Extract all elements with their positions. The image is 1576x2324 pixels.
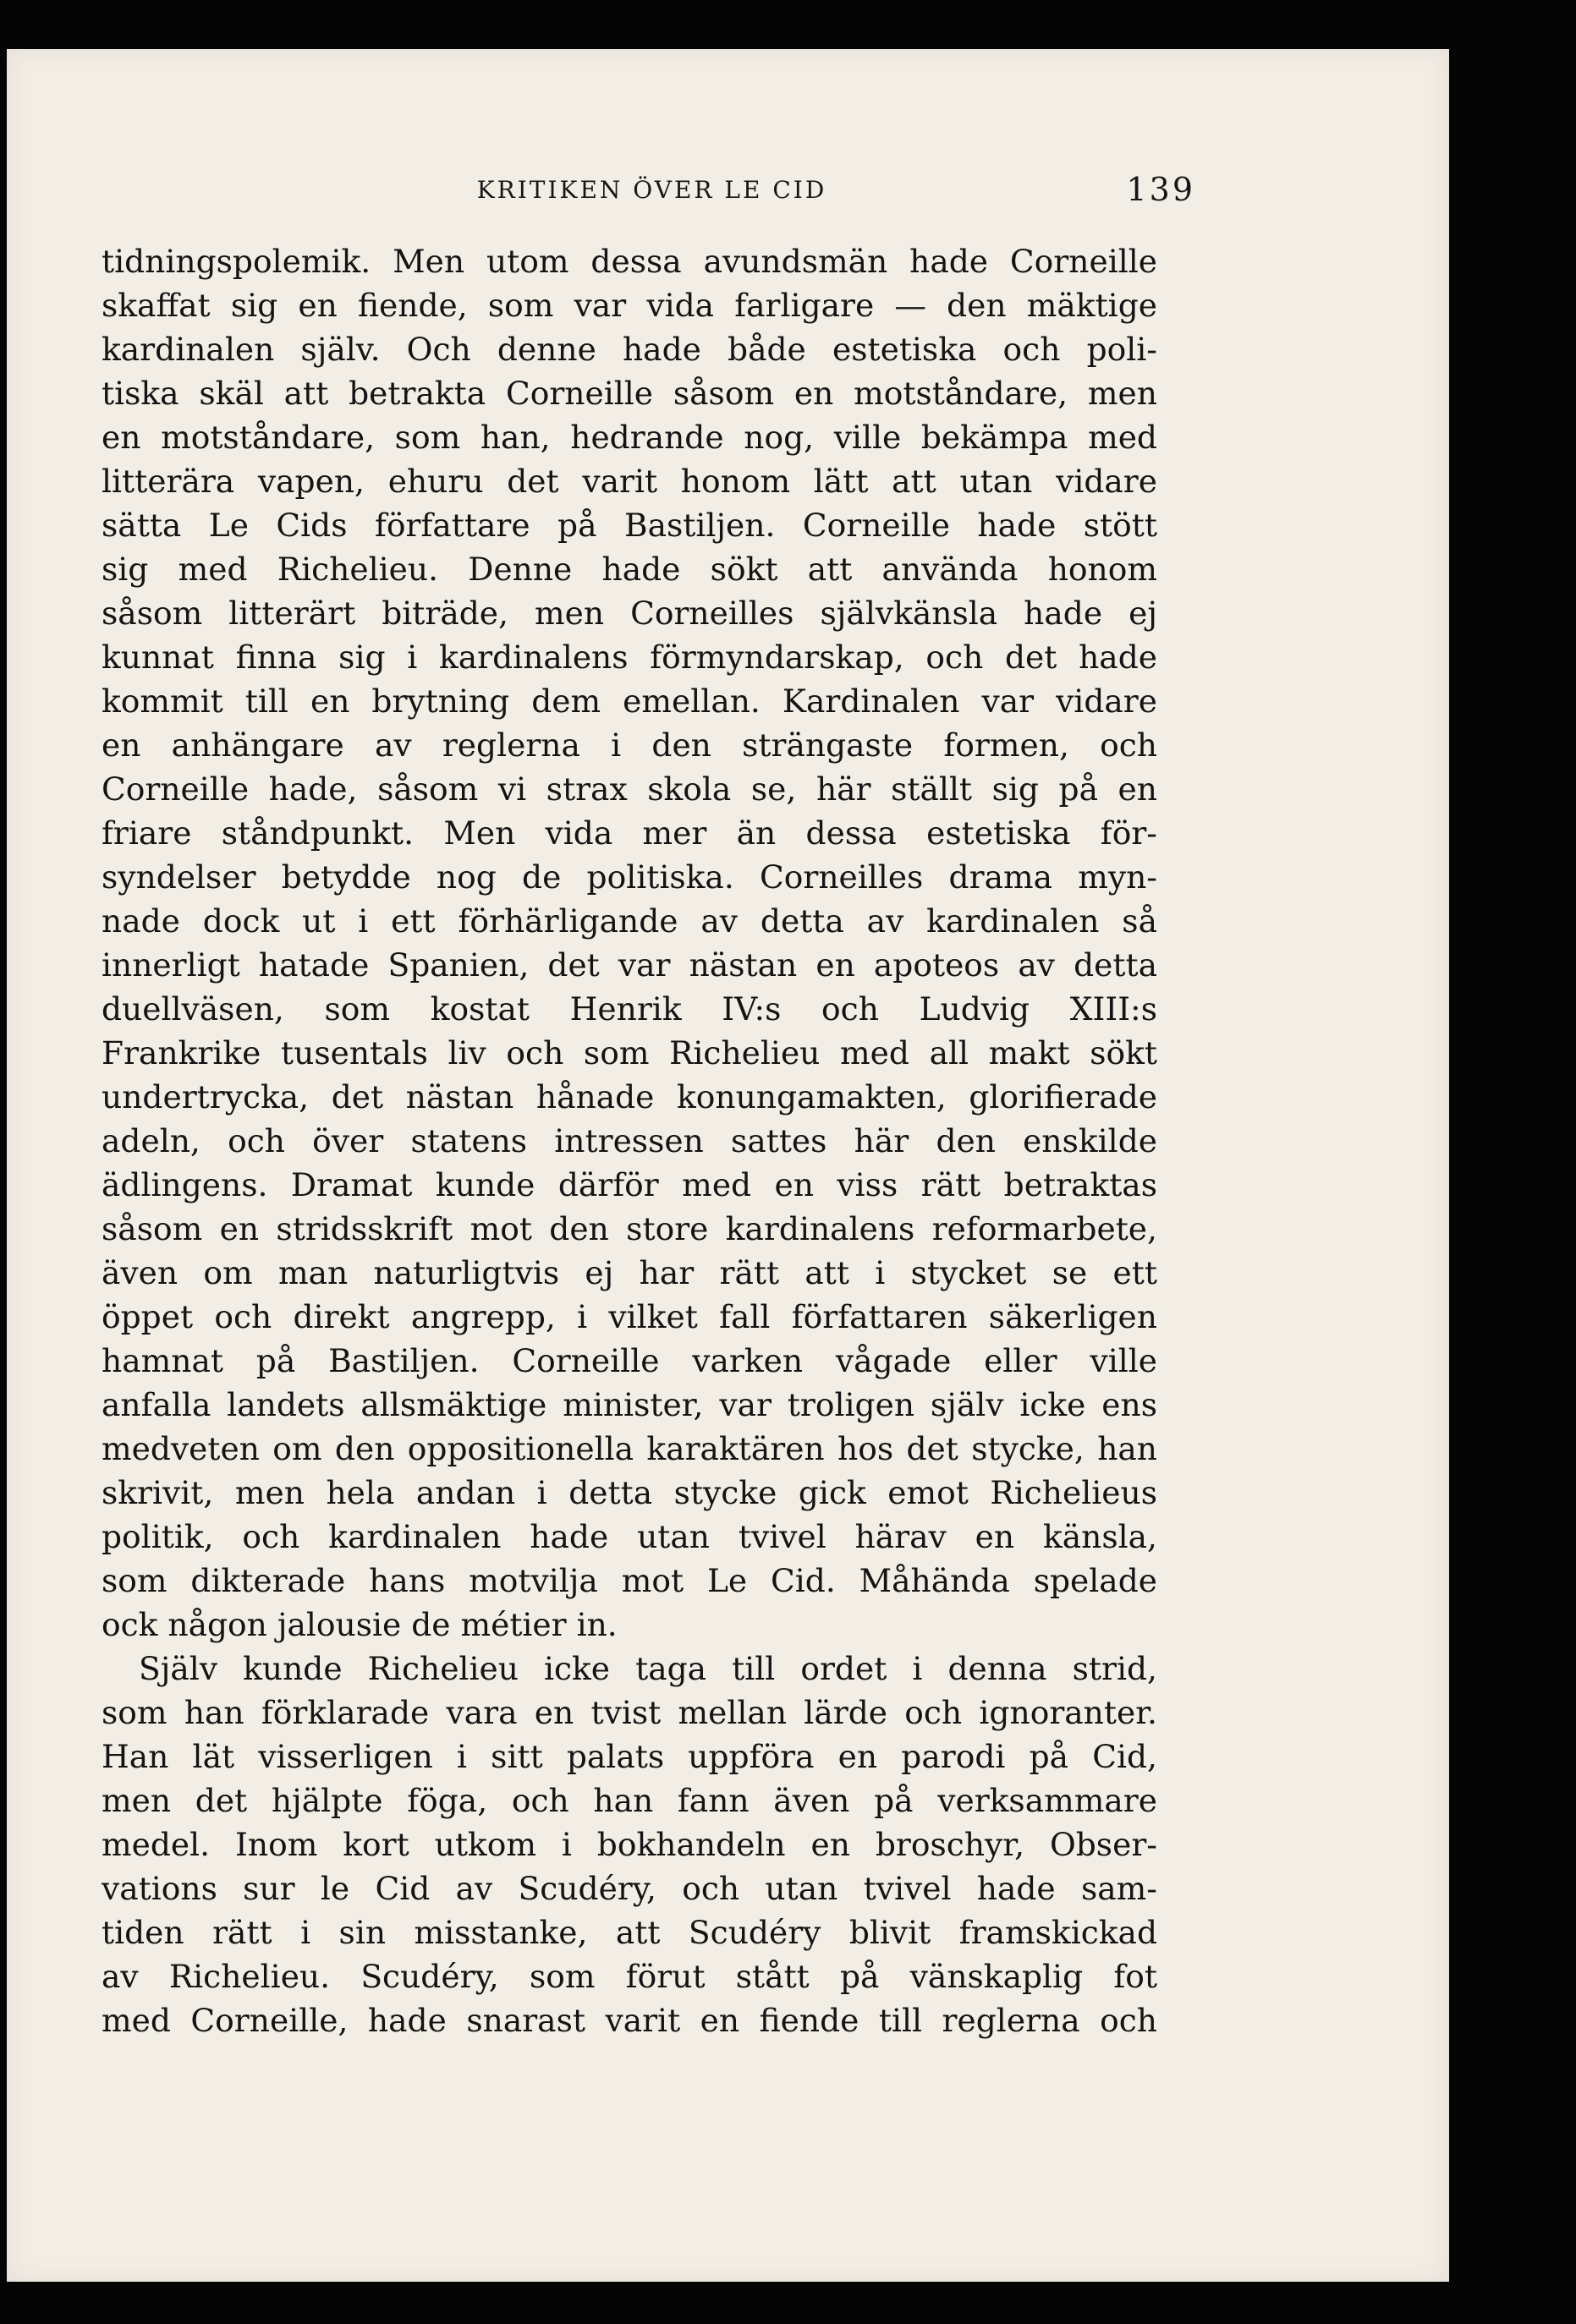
text-line: med Corneille, hade snarast varit en fiende till reglerna och — [102, 2002, 1157, 2039]
text-line: medveten om den oppositionella karaktären hos det stycke, han — [102, 1430, 1157, 1467]
text-line: en motståndare, som han, hedrande nog, ville bekämpa med — [102, 419, 1157, 456]
text-line: kardinalen själv. Och denne hade både estetiska och poli- — [102, 331, 1157, 368]
text-line: undertrycka, det nästan hånade konungamakten, glorifierade — [102, 1078, 1157, 1115]
text-line: som dikterade hans motvilja mot Le Cid. Måhända spelade — [102, 1562, 1157, 1599]
text-line: ädlingens. Dramat kunde därför med en viss rätt betraktas — [102, 1166, 1157, 1203]
text-line: skrivit, men hela andan i detta stycke gick emot Richelieus — [102, 1474, 1157, 1511]
text-line: syndelser betydde nog de politiska. Corneilles drama myn- — [102, 858, 1157, 896]
book-page — [7, 49, 1449, 2282]
text-line: såsom en stridsskrift mot den store kardinalens reformarbete, — [102, 1210, 1157, 1247]
text-line: även om man naturligtvis ej har rätt att i stycket se ett — [102, 1254, 1157, 1291]
text-line: politik, och kardinalen hade utan tvivel härav en känsla, — [102, 1518, 1157, 1555]
text-line: kommit till en brytning dem emellan. Kardinalen var vidare — [102, 682, 1157, 720]
text-line: innerligt hatade Spanien, det var nästan en apoteos av detta — [102, 946, 1157, 984]
text-line: nade dock ut i ett förhärligande av detta av kardinalen så — [102, 902, 1157, 940]
body-text — [102, 239, 1157, 2042]
text-line: friare ståndpunkt. Men vida mer än dessa estetiska för- — [102, 814, 1157, 852]
text-line: Själv kunde Richelieu icke taga till ordet i denna strid, — [139, 1650, 1157, 1687]
text-line: anfalla landets allsmäktige minister, var troligen själv icke ens — [102, 1386, 1157, 1423]
text-line: tiska skäl att betrakta Corneille såsom en motståndare, men — [102, 375, 1157, 412]
text-line: såsom litterärt biträde, men Corneilles självkänsla hade ej — [102, 595, 1157, 632]
page-header — [108, 171, 1195, 218]
text-line: som han förklarade vara en tvist mellan lärde och ignoranter. — [102, 1694, 1157, 1731]
text-line: ock någon jalousie de métier in. — [102, 1606, 618, 1643]
text-line: tidningspolemik. Men utom dessa avundsmän hade Corneille — [102, 243, 1157, 280]
running-title: KRITIKEN ÖVER LE CID — [476, 176, 827, 204]
text-line: sätta Le Cids författare på Bastiljen. Corneille hade stött — [102, 507, 1157, 544]
text-line: skaffat sig en fiende, som var vida farligare — den mäktige — [102, 287, 1157, 324]
text-line: tiden rätt i sin misstanke, att Scudéry blivit framskickad — [102, 1914, 1157, 1951]
text-line: öppet och direkt angrepp, i vilket fall författaren säkerligen — [102, 1298, 1157, 1335]
text-line: medel. Inom kort utkom i bokhandeln en broschyr, Obser- — [102, 1826, 1157, 1863]
page-number: 139 — [1126, 171, 1195, 208]
text-line: duellväsen, som kostat Henrik IV:s och Ludvig XIII:s — [102, 990, 1157, 1028]
text-line: Han lät visserligen i sitt palats uppföra en parodi på Cid, — [102, 1738, 1157, 1775]
text-line: adeln, och över statens intressen sattes här den enskilde — [102, 1122, 1157, 1159]
text-line: litterära vapen, ehuru det varit honom lätt att utan vidare — [102, 463, 1157, 500]
text-line: kunnat finna sig i kardinalens förmyndarskap, och det hade — [102, 639, 1157, 676]
text-line: en anhängare av reglerna i den strängaste formen, och — [102, 726, 1157, 764]
text-line: men det hjälpte föga, och han fann även på verksammare — [102, 1782, 1157, 1819]
text-line: Frankrike tusentals liv och som Richelieu med all makt sökt — [102, 1034, 1157, 1072]
text-line: hamnat på Bastiljen. Corneille varken vågade eller ville — [102, 1342, 1157, 1379]
text-line: av Richelieu. Scudéry, som förut stått på vänskaplig fot — [102, 1958, 1157, 1995]
text-line: Corneille hade, såsom vi strax skola se, här ställt sig på en — [102, 770, 1157, 808]
text-line: vations sur le Cid av Scudéry, och utan tvivel hade sam- — [102, 1870, 1157, 1907]
text-line: sig med Richelieu. Denne hade sökt att använda honom — [102, 551, 1157, 588]
